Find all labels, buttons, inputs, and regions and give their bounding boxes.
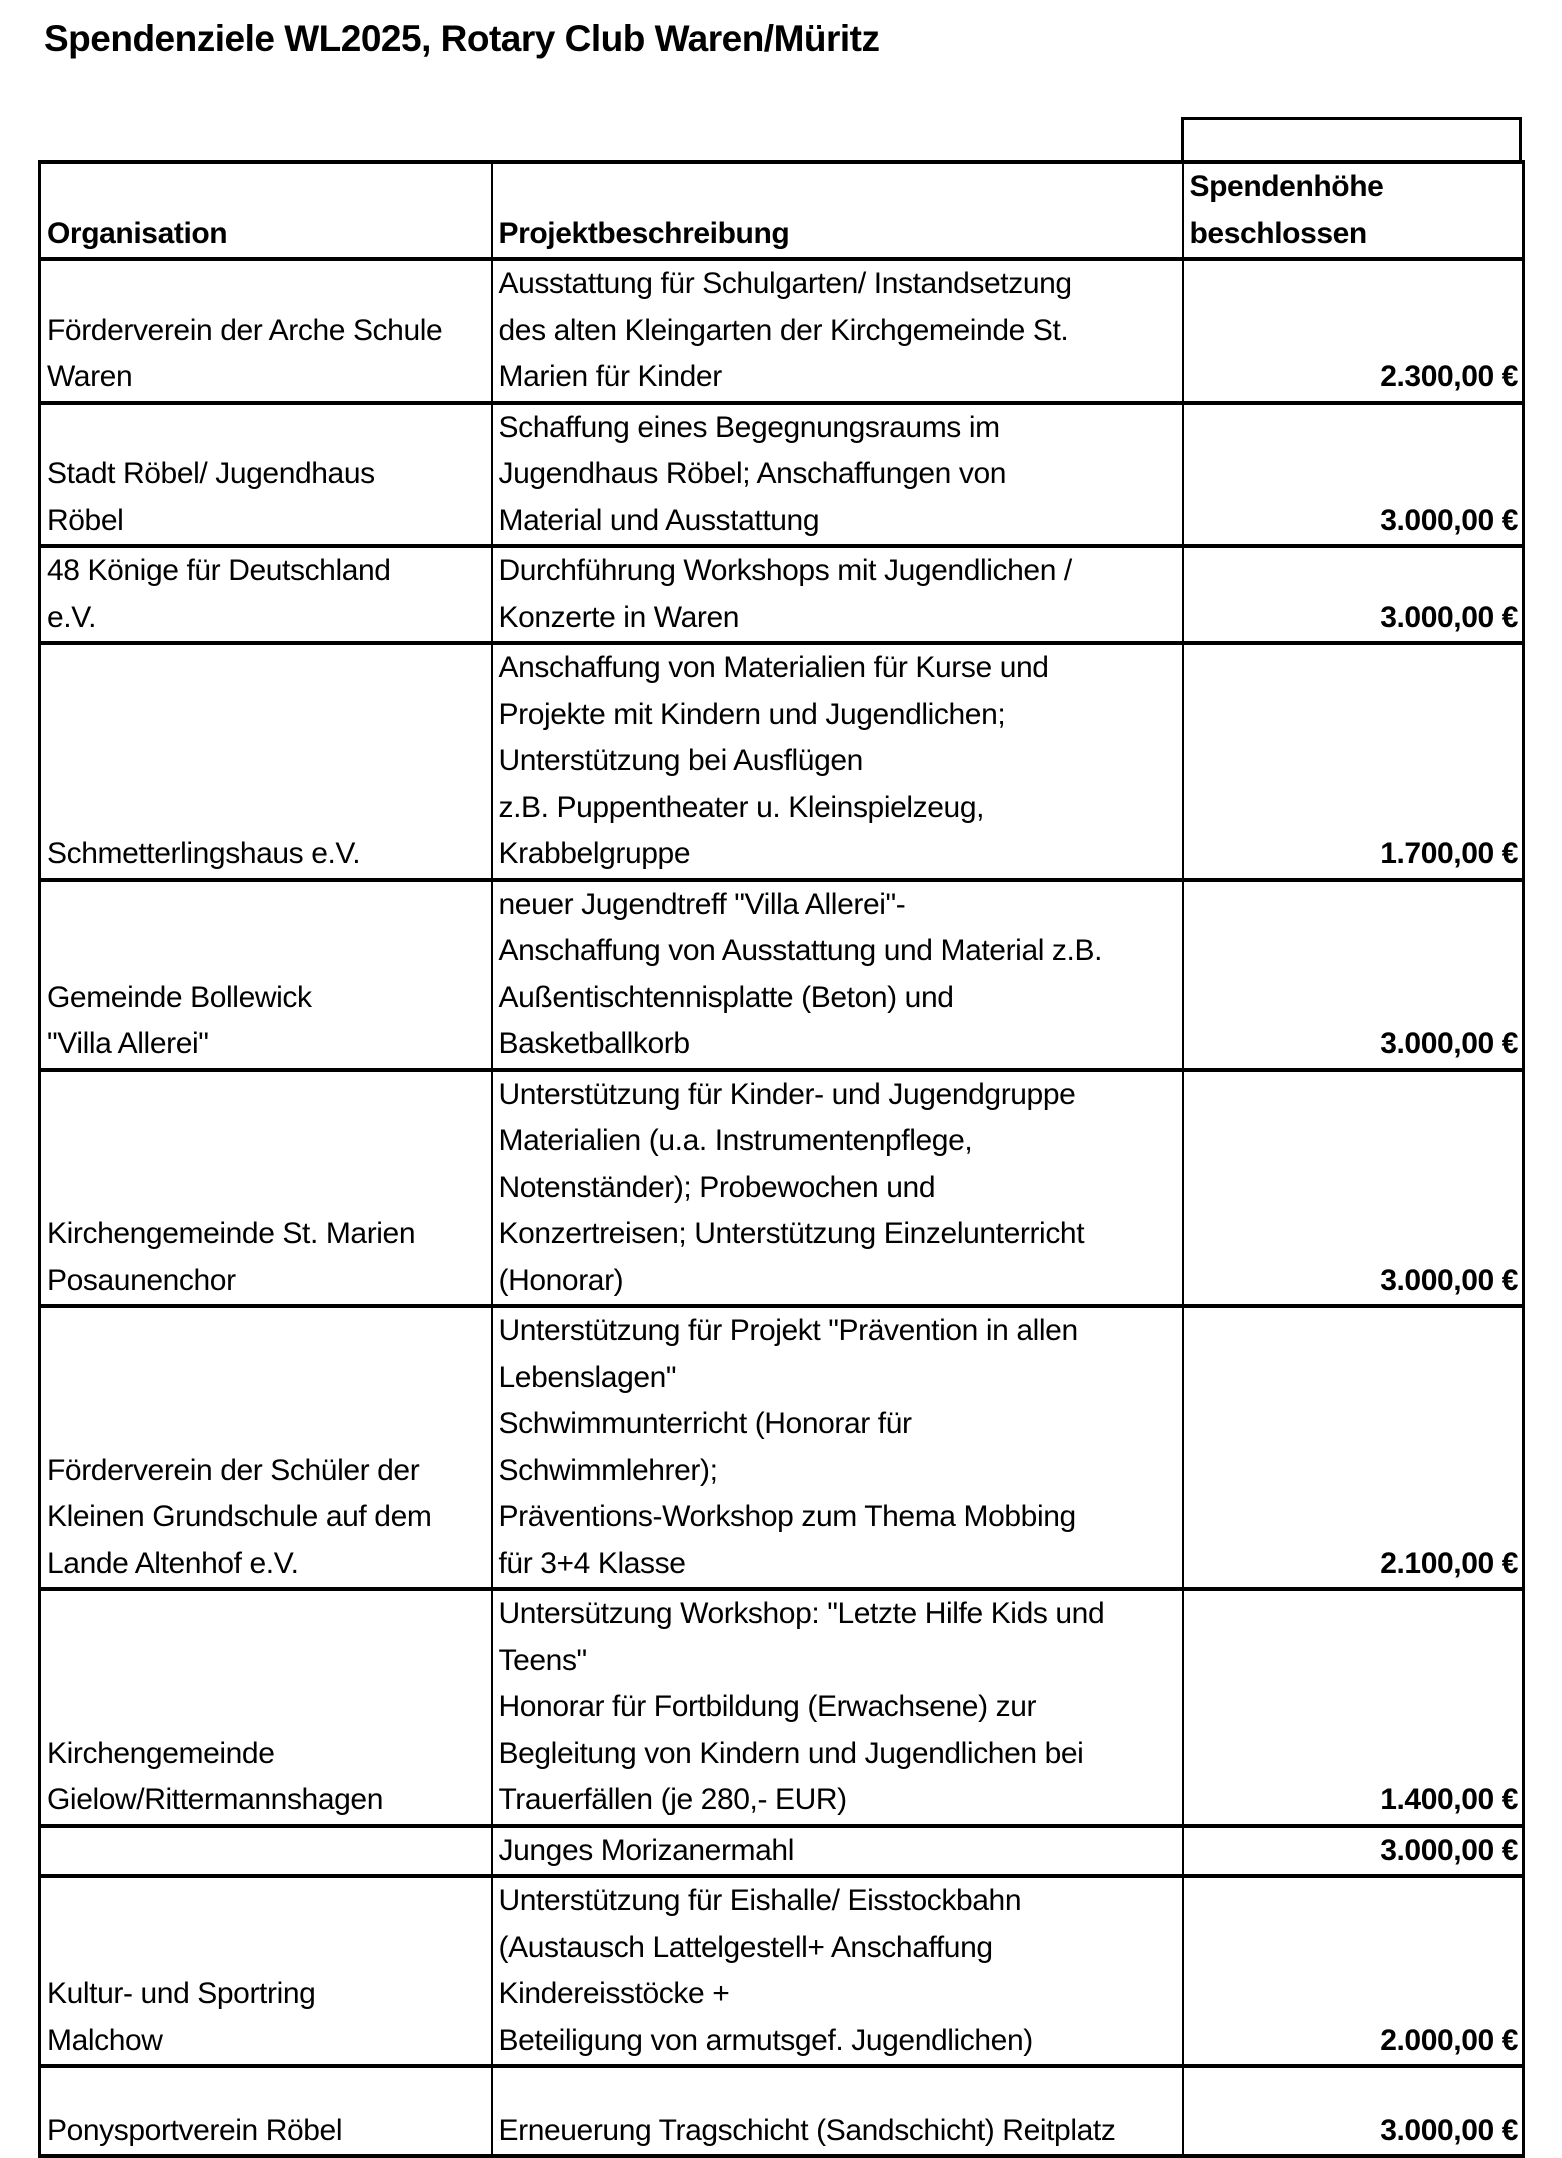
organisation-cell-line: Förderverein der Schüler der xyxy=(47,1453,420,1487)
description-cell-line: Teens" xyxy=(498,1643,587,1677)
header-organisation-label: Organisation xyxy=(47,216,228,250)
description-cell-line: Lebenslagen" xyxy=(498,1360,677,1394)
description-cell-line: Jugendhaus Röbel; Anschaffungen von xyxy=(498,457,1007,490)
amount-cell: 3.000,00 € xyxy=(1183,546,1524,643)
description-cell-line: Schwimmlehrer); xyxy=(498,1453,718,1487)
header-spendenhoehe-line: Spendenhöhe xyxy=(1189,170,1384,203)
organisation-cell-line: Waren xyxy=(47,360,133,393)
table-row xyxy=(40,643,1524,880)
organisation-cell xyxy=(40,1826,492,1877)
organisation-cell xyxy=(40,403,492,547)
description-cell xyxy=(492,643,1183,880)
organisation-cell-line: e.V. xyxy=(47,600,97,634)
description-cell-line: Krabbelgruppe xyxy=(498,837,691,870)
description-cell xyxy=(492,546,1183,643)
table-row xyxy=(40,1589,1524,1826)
header-spendenhoehe xyxy=(1183,162,1524,259)
description-cell-line: Projekte mit Kindern und Jugendlichen; xyxy=(498,697,1006,731)
table-row xyxy=(40,1306,1524,1589)
amount-cell: 3.000,00 € xyxy=(1183,1070,1524,1307)
organisation-cell-line: Malchow xyxy=(47,2023,163,2057)
organisation-cell-line: Förderverein der Arche Schule xyxy=(47,313,443,347)
description-cell-line: Außentischtennisplatte (Beton) und xyxy=(498,980,954,1014)
description-cell-line: Unterstützung für Eishalle/ Eisstockbahn xyxy=(498,1884,1022,1917)
organisation-cell-line: Posaunenchor xyxy=(47,1263,236,1297)
amount-cell: 2.300,00 € xyxy=(1183,259,1524,403)
description-cell-line: Ausstattung für Schulgarten/ Instandsetzung xyxy=(498,267,1072,300)
description-cell-line: des alten Kleingarten der Kirchgemeinde St. xyxy=(498,313,1069,347)
organisation-cell-line: Kirchengemeinde xyxy=(47,1736,275,1770)
description-cell xyxy=(492,2066,1183,2156)
organisation-cell xyxy=(40,546,492,643)
organisation-cell xyxy=(40,2066,492,2156)
organisation-cell xyxy=(40,1070,492,1307)
description-cell-line: Anschaffung von Materialien für Kurse und xyxy=(498,651,1049,684)
description-cell-line: Konzertreisen; Unterstützung Einzelunterricht xyxy=(498,1217,1085,1250)
amount-cell: 2.000,00 € xyxy=(1183,1876,1524,2066)
empty-header-cell xyxy=(1181,117,1522,162)
description-cell-line: z.B. Puppentheater u. Kleinspielzeug, xyxy=(498,790,985,824)
description-cell-line: Präventions-Workshop zum Thema Mobbing xyxy=(498,1500,1076,1533)
header-projektbeschreibung xyxy=(492,162,1183,259)
header-projektbeschreibung-label: Projektbeschreibung xyxy=(498,216,790,250)
description-cell xyxy=(492,1589,1183,1826)
description-cell-line: Untersützung Workshop: "Letzte Hilfe Kids und xyxy=(498,1597,1105,1630)
header-organisation xyxy=(40,162,492,259)
description-cell xyxy=(492,403,1183,547)
table-row xyxy=(40,2066,1524,2156)
description-cell-line: Notenständer); Probewochen und xyxy=(498,1170,936,1204)
description-cell-line: Beteiligung von armutsgef. Jugendlichen) xyxy=(498,2023,1033,2057)
organisation-cell xyxy=(40,880,492,1070)
description-cell-line: Schwimmunterricht (Honorar für xyxy=(498,1407,912,1440)
table-row xyxy=(40,546,1524,643)
organisation-cell xyxy=(40,259,492,403)
description-cell-line: Basketballkorb xyxy=(498,1027,690,1060)
description-cell-line: Honorar für Fortbildung (Erwachsene) zur xyxy=(498,1690,1037,1723)
amount-cell: 2.100,00 € xyxy=(1183,1306,1524,1589)
description-cell-line: Begleitung von Kindern und Jugendlichen bei xyxy=(498,1736,1084,1770)
organisation-cell-line: Kirchengemeinde St. Marien xyxy=(47,1217,416,1250)
description-cell-line: Anschaffung von Ausstattung und Material z.B. xyxy=(498,934,1103,967)
organisation-cell-line: Gielow/Rittermannshagen xyxy=(47,1783,383,1816)
organisation-cell-line: 48 Könige für Deutschland xyxy=(47,554,391,587)
description-cell-line: (Austausch Lattelgestell+ Anschaffung xyxy=(498,1930,993,1964)
table-row xyxy=(40,1826,1524,1877)
table-row xyxy=(40,1876,1524,2066)
table-body xyxy=(40,259,1524,2156)
description-cell-line: Schaffung eines Begegnungsraums im xyxy=(498,410,1000,444)
description-cell-line: Durchführung Workshops mit Jugendlichen / xyxy=(498,554,1072,587)
description-cell-line: Konzerte in Waren xyxy=(498,600,740,634)
organisation-cell-line: Lande Altenhof e.V. xyxy=(47,1546,299,1580)
organisation-cell-line: Kultur- und Sportring xyxy=(47,1977,316,2010)
amount-cell: 3.000,00 € xyxy=(1183,2066,1524,2156)
description-cell-line: Unterstützung für Projekt "Prävention in allen xyxy=(498,1314,1078,1347)
table-row xyxy=(40,1070,1524,1307)
description-cell-line: (Honorar) xyxy=(498,1263,624,1297)
organisation-cell-line: Röbel xyxy=(47,503,124,537)
description-cell xyxy=(492,259,1183,403)
table-row xyxy=(40,880,1524,1070)
organisation-cell xyxy=(40,643,492,880)
header-row xyxy=(40,162,1524,259)
amount-cell: 3.000,00 € xyxy=(1183,403,1524,547)
header-spendenhoehe-line: beschlossen xyxy=(1189,216,1367,250)
organisation-cell xyxy=(40,1306,492,1589)
description-cell-line: Trauerfällen (je 280,- EUR) xyxy=(498,1783,847,1816)
organisation-cell-line: "Villa Allerei" xyxy=(47,1027,209,1060)
description-cell xyxy=(492,1826,1183,1877)
donation-table xyxy=(38,160,1525,2158)
amount-cell: 1.400,00 € xyxy=(1183,1589,1524,1826)
description-cell-line: Unterstützung für Kinder- und Jugendgruppe xyxy=(498,1077,1076,1111)
organisation-cell xyxy=(40,1876,492,2066)
description-cell-line: für 3+4 Klasse xyxy=(498,1546,686,1580)
description-cell xyxy=(492,1070,1183,1307)
description-cell-line: Materialien (u.a. Instrumentenpflege, xyxy=(498,1124,973,1157)
amount-cell: 3.000,00 € xyxy=(1183,880,1524,1070)
amount-cell: 3.000,00 € xyxy=(1183,1826,1524,1877)
description-cell-line: Material und Ausstattung xyxy=(498,503,820,537)
organisation-cell xyxy=(40,1589,492,1826)
document-title: Spendenziele WL2025, Rotary Club Waren/Müritz xyxy=(44,18,880,59)
description-cell xyxy=(492,1306,1183,1589)
description-cell-line: neuer Jugendtreff "Villa Allerei"- xyxy=(498,887,906,921)
description-cell xyxy=(492,1876,1183,2066)
description-cell-line: Marien für Kinder xyxy=(498,360,722,393)
table-row xyxy=(40,259,1524,403)
amount-cell: 1.700,00 € xyxy=(1183,643,1524,880)
description-cell-line: Erneuerung Tragschicht (Sandschicht) Reitplatz xyxy=(498,2113,1116,2147)
organisation-cell-line: Gemeinde Bollewick xyxy=(47,980,312,1014)
description-cell-line: Junges Morizanermahl xyxy=(498,1833,794,1867)
organisation-cell-line: Ponysportverein Röbel xyxy=(47,2113,343,2147)
organisation-cell-line: Schmetterlingshaus e.V. xyxy=(47,837,361,870)
description-cell xyxy=(492,880,1183,1070)
description-cell-line: Kindereisstöcke + xyxy=(498,1977,730,2010)
description-cell-line: Unterstützung bei Ausflügen xyxy=(498,744,863,777)
table-row xyxy=(40,403,1524,547)
organisation-cell-line: Stadt Röbel/ Jugendhaus xyxy=(47,457,375,490)
organisation-cell-line: Kleinen Grundschule auf dem xyxy=(47,1500,432,1533)
